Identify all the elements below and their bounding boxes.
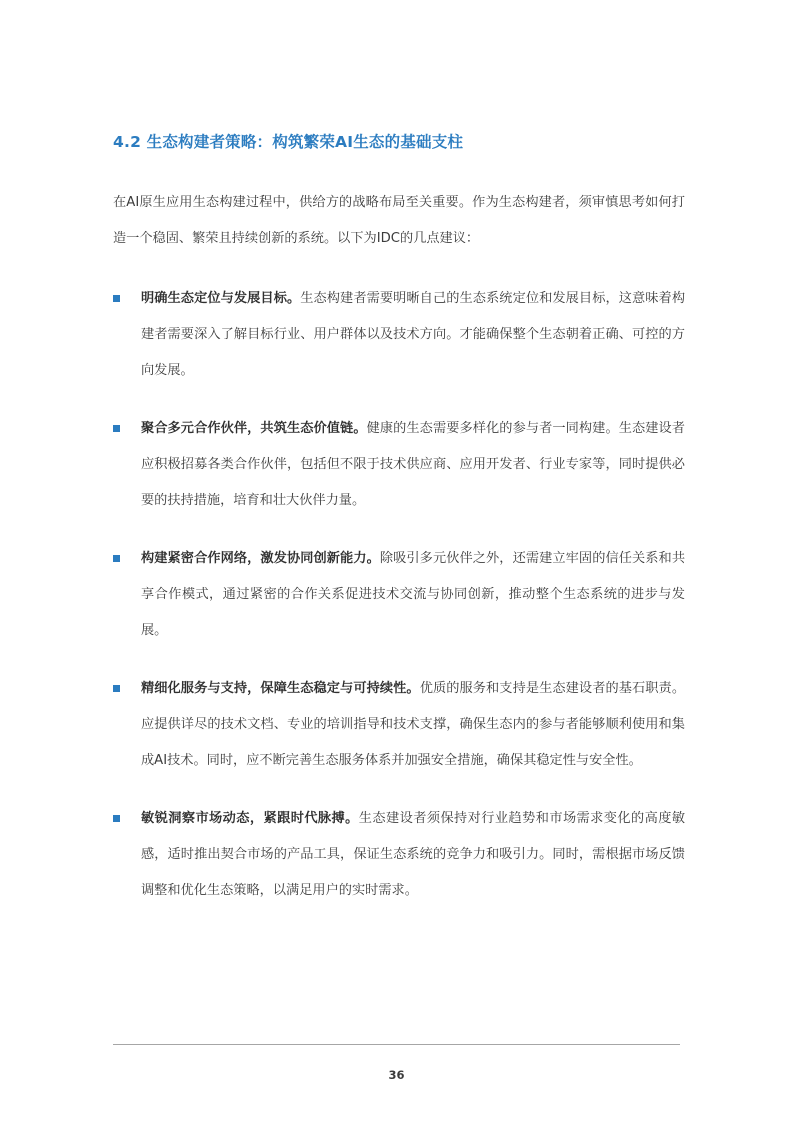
section-heading: 4.2 生态构建者策略：构筑繁荣AI生态的基础支柱 xyxy=(113,132,464,151)
list-item-lead: 敏锐洞察市场动态，紧跟时代脉搏。 xyxy=(141,811,359,826)
intro-paragraph: 在AI原生应用生态构建过程中，供给方的战略布局至关重要。作为生态构建者，须审慎思考如何打造一个稳固、繁荣且持续创新的系统。以下为IDC的几点建议： xyxy=(113,195,685,247)
square-bullet-icon xyxy=(113,685,120,692)
list-item-lead: 构建紧密合作网络，激发协同创新能力。 xyxy=(141,551,380,566)
list-item xyxy=(113,281,685,389)
square-bullet-icon xyxy=(113,295,120,302)
list-item-body: 生态建设者须保持对行业趋势和市场需求变化的高度敏感，适时推出契合市场的产品工具，保证生态系统的竞争力和吸引力。同时，需根据市场反馈调整和优化生态策略，以满足用户的实时需求。 xyxy=(141,811,686,898)
list-item-body: 健康的生态需要多样化的参与者一同构建。生态建设者应积极招募各类合作伙伴，包括但不限于技术供应商、应用开发者、行业专家等，同时提供必要的扶持措施，培育和壮大伙伴力量。 xyxy=(141,421,685,508)
list-item-lead: 精细化服务与支持，保障生态稳定与可持续性。 xyxy=(141,681,420,696)
list-item-body: 优质的服务和支持是生态建设者的基石职责。应提供详尽的技术文档、专业的培训指导和技术支撑，确保生态内的参与者能够顺利使用和集成AI技术。同时，应不断完善生态服务体系并加强安全措施，确保其稳定性与安全性。 xyxy=(141,681,686,768)
square-bullet-icon xyxy=(113,425,120,432)
bullet-list xyxy=(113,281,685,909)
list-item xyxy=(113,541,685,649)
footer-divider xyxy=(113,1044,680,1045)
square-bullet-icon xyxy=(113,555,120,562)
page-number: 36 xyxy=(388,1068,405,1082)
list-item-lead: 聚合多元合作伙伴，共筑生态价值链。 xyxy=(141,421,367,436)
list-item-lead: 明确生态定位与发展目标。 xyxy=(141,291,301,306)
square-bullet-icon xyxy=(113,815,120,822)
list-item xyxy=(113,671,685,779)
list-item xyxy=(113,411,685,519)
list-item xyxy=(113,801,685,909)
list-item-body: 生态构建者需要明晰自己的生态系统定位和发展目标，这意味着构建者需要深入了解目标行业、用户群体以及技术方向。才能确保整个生态朝着正确、可控的方向发展。 xyxy=(141,291,686,378)
list-item-body: 除吸引多元伙伴之外，还需建立牢固的信任关系和共享合作模式，通过紧密的合作关系促进技术交流与协同创新，推动整个生态系统的进步与发展。 xyxy=(141,551,686,638)
